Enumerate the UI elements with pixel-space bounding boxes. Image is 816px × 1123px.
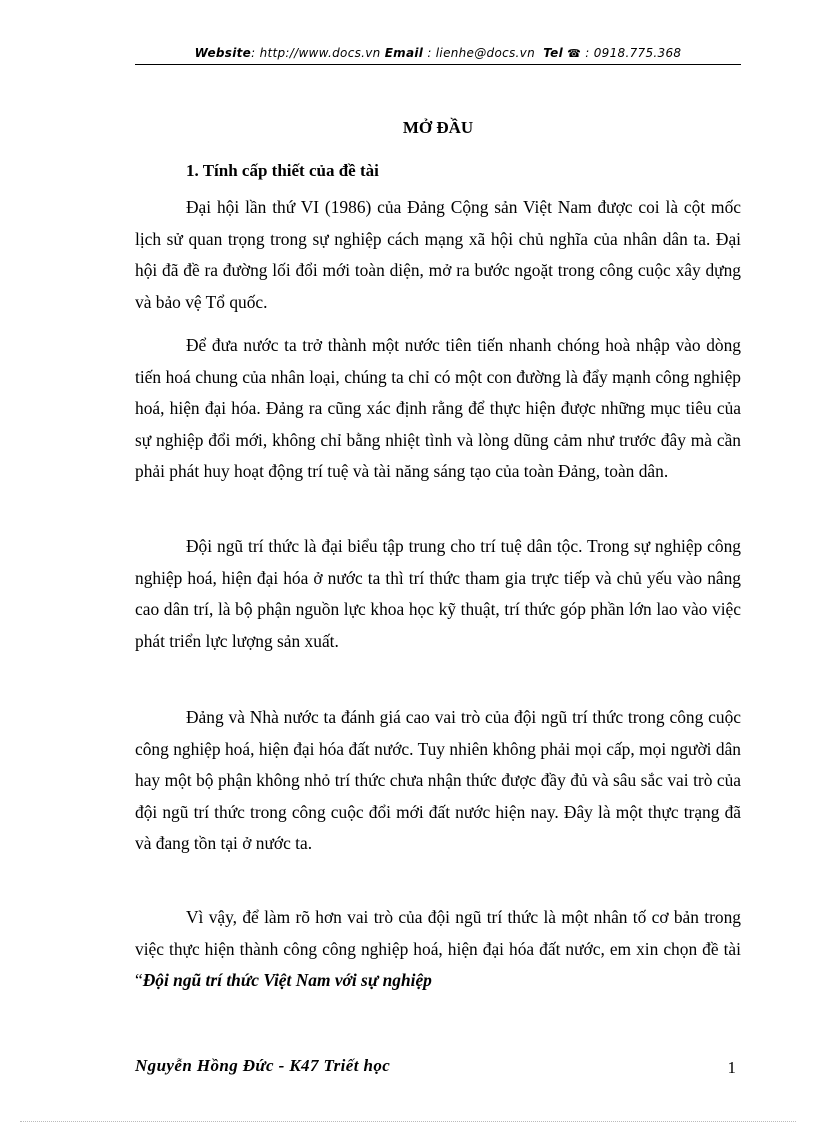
header-divider <box>135 64 741 65</box>
page-bottom-border <box>20 1121 796 1122</box>
website-separator: : <box>251 46 260 60</box>
paragraph-1: Đại hội lần thứ VI (1986) của Đảng Cộng sản Việt Nam được coi là cột mốc lịch sử quan trọng trong sự nghiệp cách mạng xã hội chủ nghĩa của nhân dân ta. Đại hội đã đề ra đường lối đổi mới toàn diện, mở ra bước ngoặt trong công cuộc xây dựng và bảo vệ Tổ quốc. <box>135 197 741 312</box>
website-url[interactable]: http://www.docs.vn <box>259 46 381 60</box>
page-header <box>135 46 741 60</box>
paragraph-5 <box>135 902 741 997</box>
email-address[interactable]: lienhe@docs.vn <box>435 46 535 60</box>
paragraph-4: Đảng và Nhà nước ta đánh giá cao vai trò của đội ngũ trí thức trong công cuộc công nghiệp hoá, hiện đại hóa đất nước. Tuy nhiên không phải mọi cấp, mọi người dân hay một bộ phận không nhỏ trí thức chưa nhận thức được đầy đủ và sâu sắc vai trò của đội ngũ trí thức trong công cuộc đổi mới đất nước hiện nay. Đây là một thực trạng đã và đang tồn tại ở nước ta. <box>135 707 741 853</box>
thesis-title-emphasis: Đội ngũ trí thức Việt Nam với sự nghiệp <box>142 970 432 990</box>
phone-icon: ☎ <box>567 47 582 60</box>
section-heading: 1. Tính cấp thiết của đề tài <box>186 161 379 180</box>
tel-label: Tel <box>543 46 564 60</box>
paragraph-2: Để đưa nước ta trở thành một nước tiên tiến nhanh chóng hoà nhập vào dòng tiến hoá chung của nhân loại, chúng ta chỉ có một con đường là đẩy mạnh công nghiệp hoá, hiện đại hóa. Đảng ra cũng xác định rằng để thực hiện được những mục tiêu của sự nghiệp đổi mới, không chỉ bằng nhiệt tình và lòng dũng cảm như trước đây mà cần phải phát huy hoạt động trí tuệ và tài năng sáng tạo của toàn Đảng, toàn dân. <box>135 335 741 481</box>
footer-author: Nguyễn Hồng Đức - K47 Triết học <box>135 1056 391 1075</box>
paragraph-3: Đội ngũ trí thức là đại biểu tập trung cho trí tuệ dân tộc. Trong sự nghiệp công nghiệp hoá, hiện đại hóa ở nước ta thì trí thức tham gia trực tiếp và chủ yếu vào nâng cao dân trí, là bộ phận nguồn lực khoa học kỹ thuật, trí thức góp phần lớn lao vào việc phát triển lực lượng sản xuất. <box>135 536 741 651</box>
website-label: Website <box>194 46 252 60</box>
email-label: Email <box>384 46 424 60</box>
tel-separator: : <box>581 46 594 60</box>
document-title: MỞ ĐẦU <box>402 118 474 137</box>
email-separator: : <box>423 46 436 60</box>
paragraph-5-text: Vì vậy, để làm rõ hơn vai trò của đội ngũ trí thức là một nhân tố cơ bản trong việc thực hiện thành công công nghiệp hoá, hiện đại hóa đất nước, em xin chọn đề tài “ <box>135 907 741 990</box>
tel-number: 0918.775.368 <box>593 46 682 60</box>
page-number: 1 <box>727 1058 736 1077</box>
